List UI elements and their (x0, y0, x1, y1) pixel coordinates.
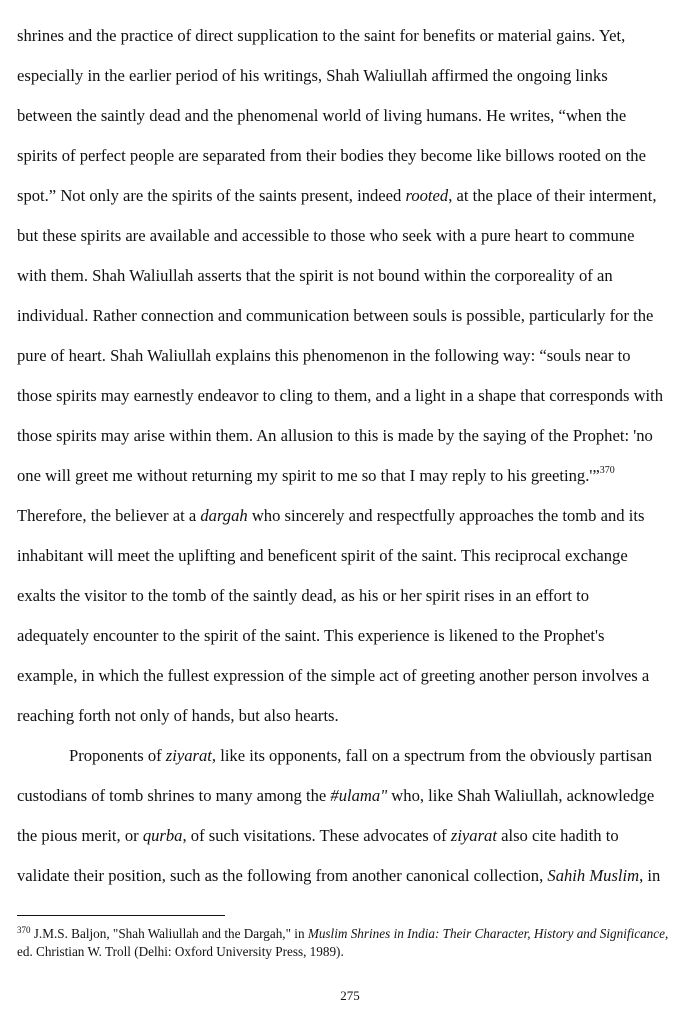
italic-text: dargah (200, 506, 248, 525)
text-run: the pious merit, or (17, 826, 143, 845)
text-run: spirits of perfect people are separated from their bodies they become like billows rooted on the (17, 146, 646, 165)
footnote-ref: 370 (599, 465, 615, 476)
text-run: validate their position, such as the following from another canonical collection, (17, 866, 548, 885)
text-run: those spirits may arise within them. An allusion to this is made by the saying of the Prophet: 'no (17, 426, 653, 445)
page-number: 275 (340, 988, 360, 1003)
text-line (17, 216, 697, 256)
text-run: spot.” Not only are the spirits of the saints present, indeed (17, 186, 406, 205)
text-run: those spirits may earnestly endeavor to cling to them, and a light in a shape that corresponds with (17, 386, 664, 405)
text-run: one will greet me without returning my spirit to me so that I may reply to his greeting.'” (17, 466, 600, 485)
text-line (17, 496, 697, 536)
text-run: between the saintly dead and the phenomenal world of living humans. He writes, “when the (17, 106, 627, 125)
italic-text: rooted (405, 186, 449, 205)
text-line (17, 576, 697, 616)
text-run: shrines and the practice of direct supplication to the saint for benefits or material gains. Yet, (17, 26, 626, 45)
text-run: pure of heart. Shah Waliullah explains this phenomenon in the following way: “souls near to (17, 346, 631, 365)
text-line (17, 56, 697, 96)
italic-text: ziyarat (450, 826, 497, 845)
text-line (17, 296, 697, 336)
text-line (17, 696, 697, 736)
text-run: J.M.S. Baljon, "Shah Waliullah and the Dargah," in (30, 926, 308, 941)
text-run: Therefore, the believer at a (17, 506, 201, 525)
text-run: , like its opponents, fall on a spectrum from the obviously partisan (211, 746, 653, 765)
footnote (17, 925, 687, 961)
text-run: example, in which the fullest expression of the simple act of greeting another person involves a (17, 666, 650, 685)
text-line (17, 816, 697, 856)
text-line (17, 376, 697, 416)
italic-text: Sahih Muslim (547, 866, 640, 885)
text-line (17, 136, 697, 176)
text-line (17, 456, 697, 496)
text-run: adequately encounter to the spirit of the saint. This experience is likened to the Prophet's (17, 626, 605, 645)
text-run: Proponents of (69, 746, 166, 765)
text-line (17, 776, 697, 816)
text-line (17, 416, 697, 456)
text-run: , in (639, 866, 661, 885)
text-run: , at the place of their interment, (448, 186, 657, 205)
text-run: with them. Shah Waliullah asserts that the spirit is not bound within the corporeality of an (17, 266, 613, 285)
italic-text: ziyarat (165, 746, 212, 765)
text-run: individual. Rather connection and communication between souls is possible, particularly for the (17, 306, 654, 325)
text-run: , of such visitations. These advocates of (182, 826, 451, 845)
text-line (17, 176, 697, 216)
footnote-ref: 370 (17, 925, 31, 935)
text-run: reaching forth not only of hands, but also hearts. (17, 706, 339, 725)
text-run: also cite hadith to (496, 826, 619, 845)
text-line (17, 96, 697, 136)
text-line (17, 16, 697, 56)
text-run: custodians of tomb shrines to many among the (17, 786, 331, 805)
text-run: who sincerely and respectfully approaches the tomb and its (247, 506, 645, 525)
text-line (17, 736, 697, 776)
text-line (17, 336, 697, 376)
text-run: especially in the earlier period of his writings, Shah Waliullah affirmed the ongoing links (17, 66, 608, 85)
italic-text: qurba (142, 826, 183, 845)
text-run: who, like Shah Waliullah, acknowledge (387, 786, 655, 805)
text-run: inhabitant will meet the uplifting and beneficent spirit of the saint. This reciprocal exchange (17, 546, 628, 565)
text-line (17, 616, 697, 656)
text-run: , ed. Christian W. Troll (Delhi: Oxford University Press, 1989). (17, 926, 669, 959)
text-line (17, 856, 697, 896)
body-text (17, 16, 697, 896)
text-line (17, 536, 697, 576)
footnote-separator (17, 915, 225, 916)
italic-text: Muslim Shrines in India: Their Character, History and Significance (307, 926, 665, 941)
text-run: exalts the visitor to the tomb of the saintly dead, as his or her spirit rises in an effort to (17, 586, 590, 605)
text-line (17, 256, 697, 296)
text-run: but these spirits are available and accessible to those who seek with a pure heart to commune (17, 226, 635, 245)
italic-text: #ulama" (330, 786, 388, 805)
text-line (17, 656, 697, 696)
